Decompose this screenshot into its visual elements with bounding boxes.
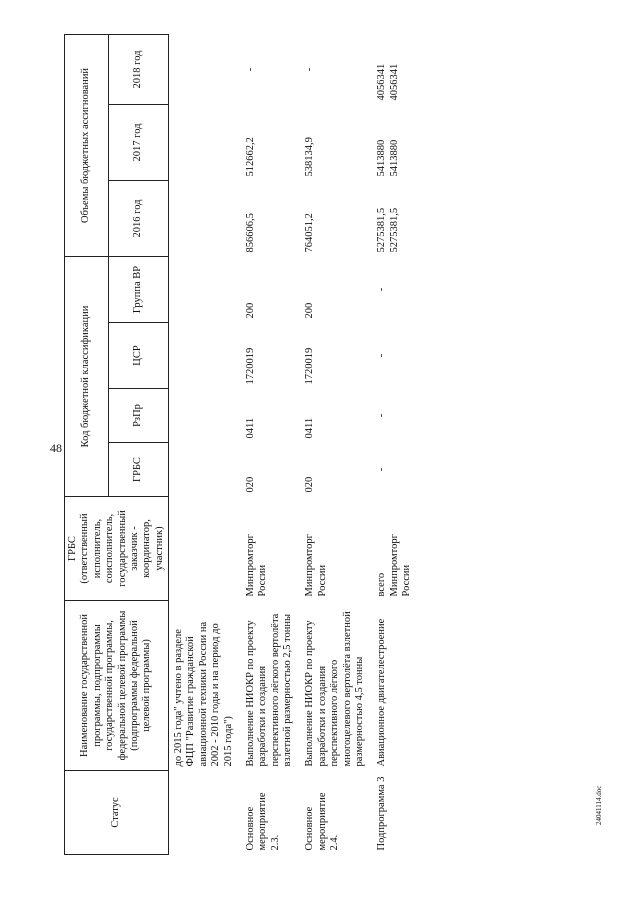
row-name: Авиационное двигателестроение: [376, 618, 388, 767]
header-code-rzpr: РзПр: [109, 389, 169, 443]
header-year-2018: 2018 год: [109, 34, 169, 104]
row-2017: [372, 104, 419, 180]
budget-table: [64, 34, 419, 855]
row-grbs-code: -: [376, 467, 388, 472]
row-grbs-code: 020: [304, 476, 316, 493]
table-row: [241, 34, 301, 854]
header-code-grbs: ГРБС: [109, 443, 169, 497]
row-grbs: Минпромторг России: [304, 534, 328, 597]
row-2018: -: [304, 67, 316, 72]
row-2016-ministry: 5275381,5: [388, 207, 400, 253]
page-number: 48: [50, 441, 62, 455]
header-code-vr: Группа ВР: [109, 256, 169, 322]
continuation-text: до 2015 года" учтено в разделе ФЦП "Развитие гражданской авиационной техники России на 2002 - 2010 годы и на период до 2015 года"): [173, 621, 234, 767]
header-code-csr: ЦСР: [109, 323, 169, 389]
header-name: Наименование государственной программы, подпрограммы государственной программы, федеральной целевой программы (подпрограммы федеральной целевой программы): [65, 601, 169, 771]
row-2017-ministry: 5413880: [388, 139, 400, 177]
footer-code: [595, 786, 603, 825]
row-2017-total: 5413880: [376, 139, 388, 177]
row-2016: [372, 180, 419, 256]
row-2016: 764051,2: [304, 213, 316, 253]
row-status: Основное мероприятие 2.3.: [244, 792, 281, 851]
header-budget-code: Код бюджетной классификации: [65, 256, 109, 496]
table-row: [300, 34, 372, 854]
row-2017: 538134,9: [304, 137, 316, 177]
row-status: Подпрограмма 3: [376, 776, 388, 851]
row-rzpr: 0411: [244, 417, 256, 439]
row-vr: -: [376, 287, 388, 292]
header-year-2017: 2017 год: [109, 104, 169, 180]
row-csr: 1720019: [244, 347, 256, 385]
row-grbs: Минпромторг России: [244, 534, 269, 597]
row-2016: 856606,5: [244, 213, 256, 253]
row-name: Выполнение НИОКР по проекту разработки и создания перспективного лёгкого вертолёта взлетной размерностью 2,5 тонны: [244, 613, 293, 767]
row-2018: [372, 34, 419, 104]
row-grbs-code: 020: [244, 476, 256, 493]
row-csr: 1720019: [304, 347, 316, 385]
row-vr: 200: [304, 302, 316, 319]
row-2018-total: 4056341: [376, 63, 388, 101]
row-2017: 512662,2: [244, 137, 256, 177]
row-2018: -: [244, 67, 256, 72]
table-row-continuation: [169, 34, 241, 854]
row-grbs: [372, 497, 419, 601]
header-status: Статус: [65, 771, 169, 855]
row-csr: -: [376, 353, 388, 358]
row-rzpr: -: [376, 413, 388, 418]
row-rzpr: 0411: [304, 417, 316, 439]
row-2018-ministry: 4056341: [388, 63, 400, 101]
footer-code-text: 24041114.doc: [595, 785, 603, 825]
row-2016-total: 5275381,5: [376, 207, 388, 253]
table-row: [372, 34, 419, 854]
row-name: Выполнение НИОКР по проекту разработки и создания перспективного лёгкого многоцелевого вертолёта взлетной размерностью 4,5 тонны: [304, 611, 365, 767]
header-year-2016: 2016 год: [109, 180, 169, 256]
header-grbs: ГРБС (ответственный исполнитель, соисполнитель, государственный заказчик - координатор, участник): [65, 497, 169, 601]
row-grbs-ministry: Минпромторг России: [388, 534, 412, 597]
header-budget-volumes: Объемы бюджетных ассигнований: [65, 34, 109, 256]
row-status: Основное мероприятие 2.4.: [304, 792, 341, 851]
row-grbs-total: всего: [376, 572, 388, 597]
rotated-table-container: [64, 35, 524, 855]
row-vr: 200: [244, 302, 256, 319]
